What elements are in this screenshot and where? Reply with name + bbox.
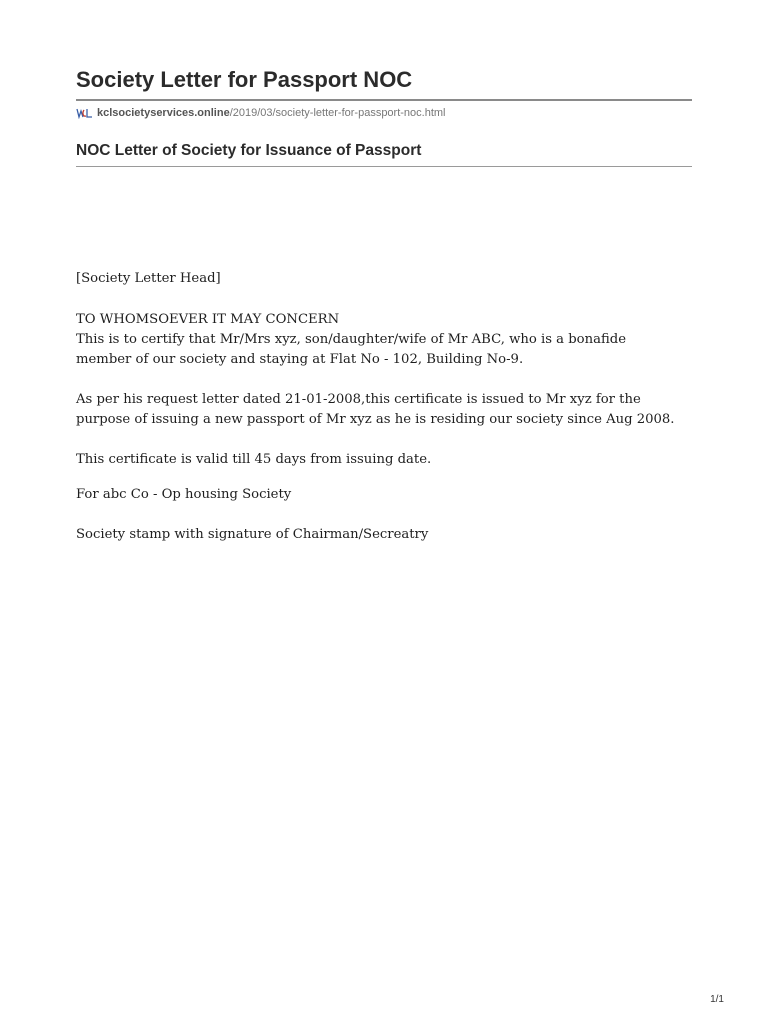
salutation: TO WHOMSOEVER IT MAY CONCERN [76,312,340,327]
site-logo-icon [76,107,94,119]
for-society-line: For abc Co - Op housing Society [76,487,292,502]
certify-text-line-2: member of our society and staying at Flat No - 102, Building No-9. [76,352,524,367]
request-text-line-2: purpose of issuing a new passport of Mr xyz as he is residing our society since Aug 2008. [76,412,675,427]
stamp-signature-line: Society stamp with signature of Chairman/Secreatry [76,527,429,542]
letterhead-placeholder: [Society Letter Head] [76,271,221,286]
source-domain: kclsocietyservices.online [97,107,230,119]
page-number: 1/1 [710,994,724,1005]
page-title: Society Letter for Passport NOC [76,67,413,92]
validity-text: This certificate is valid till 45 days from issuing date. [76,452,432,467]
source-path: /2019/03/society-letter-for-passport-noc.html [229,107,446,119]
heading-divider [76,166,692,167]
source-url[interactable] [76,105,446,121]
certify-text-line-1: This is to certify that Mr/Mrs xyz, son/daughter/wife of Mr ABC, who is a bonafide [76,332,626,347]
article-heading: NOC Letter of Society for Issuance of Passport [76,142,422,159]
title-divider [76,99,692,101]
request-text-line-1: As per his request letter dated 21-01-2008,this certificate is issued to Mr xyz for the [76,392,641,407]
